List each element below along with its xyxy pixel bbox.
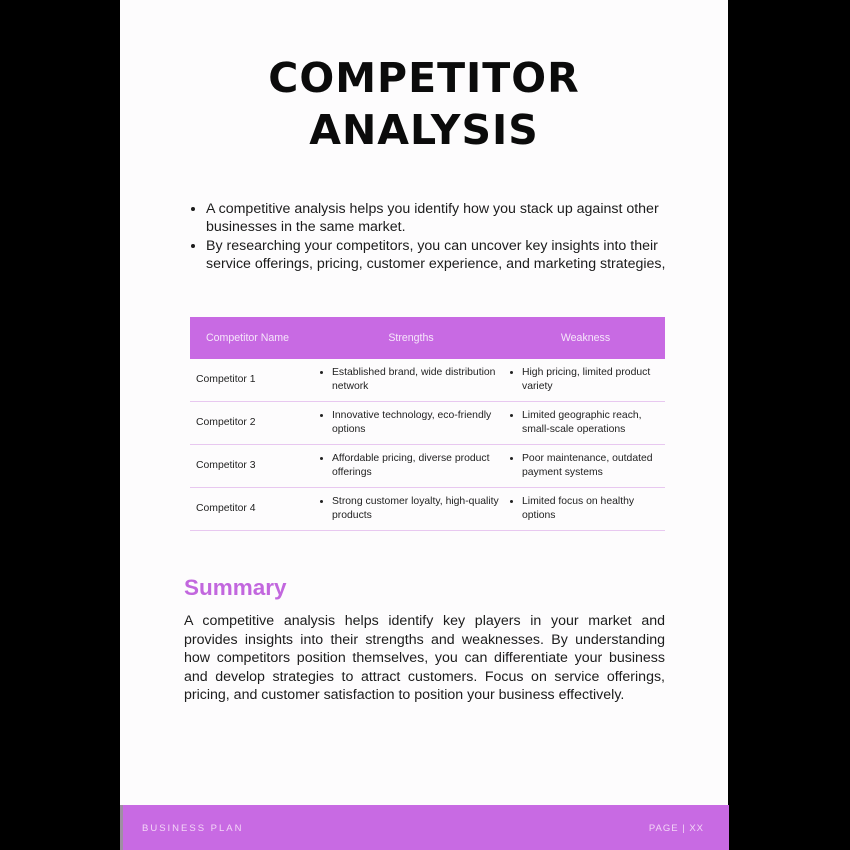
- header-competitor-name: Competitor Name: [190, 317, 316, 359]
- document-page: [120, 0, 728, 850]
- summary-paragraph: A competitive analysis helps identify key players in your market and provides insights into their strengths and weaknesses. By understanding how competitors position themselves, you can differentiate your business and develop strategies to attract customers. Focus on service offerings, pricing, and customer satisfaction to position your business effectively.: [184, 613, 665, 703]
- competitor-name: Competitor 1: [190, 359, 316, 402]
- header-weakness: Weakness: [506, 317, 665, 359]
- table-row: [190, 445, 665, 488]
- intro-bullet: • A competitive analysis helps you identify how you stack up against other businesses in the same market.: [206, 200, 686, 237]
- table-row: [190, 488, 665, 531]
- header-strengths: Strengths: [316, 317, 506, 359]
- strength-item: • Strong customer loyalty, high-quality products: [332, 495, 506, 523]
- footer-page-number: PAGE | XX: [648, 823, 704, 834]
- strength-item: • Established brand, wide distribution network: [332, 366, 506, 394]
- table-row: [190, 359, 665, 402]
- competitor-name: Competitor 3: [190, 445, 316, 488]
- strength-item: • Innovative technology, eco-friendly options: [332, 409, 506, 437]
- table-header-row: [190, 317, 665, 359]
- title-line-2: ANALYSIS: [309, 106, 539, 154]
- title-line-1: COMPETITOR: [268, 54, 580, 102]
- competitor-table: [190, 317, 665, 531]
- weakness-item: • Limited focus on healthy options: [522, 495, 665, 523]
- footer-document-label: BUSINESS PLAN: [142, 823, 244, 834]
- competitor-name: Competitor 4: [190, 488, 316, 531]
- summary-heading: Summary: [184, 575, 287, 600]
- weakness-item: • Limited geographic reach, small-scale operations: [522, 409, 665, 437]
- table-row: [190, 402, 665, 445]
- intro-bullet-list: [186, 200, 686, 273]
- intro-bullet: • By researching your competitors, you can uncover key insights into their service offerings, pricing, customer experience, and marketing strategies,: [206, 237, 686, 274]
- weakness-item: • High pricing, limited product variety: [522, 366, 665, 394]
- competitor-name: Competitor 2: [190, 402, 316, 445]
- strength-item: • Affordable pricing, diverse product offerings: [332, 452, 506, 480]
- page-title: [120, 52, 728, 156]
- page-footer: [120, 805, 729, 850]
- weakness-item: • Poor maintenance, outdated payment systems: [522, 452, 665, 480]
